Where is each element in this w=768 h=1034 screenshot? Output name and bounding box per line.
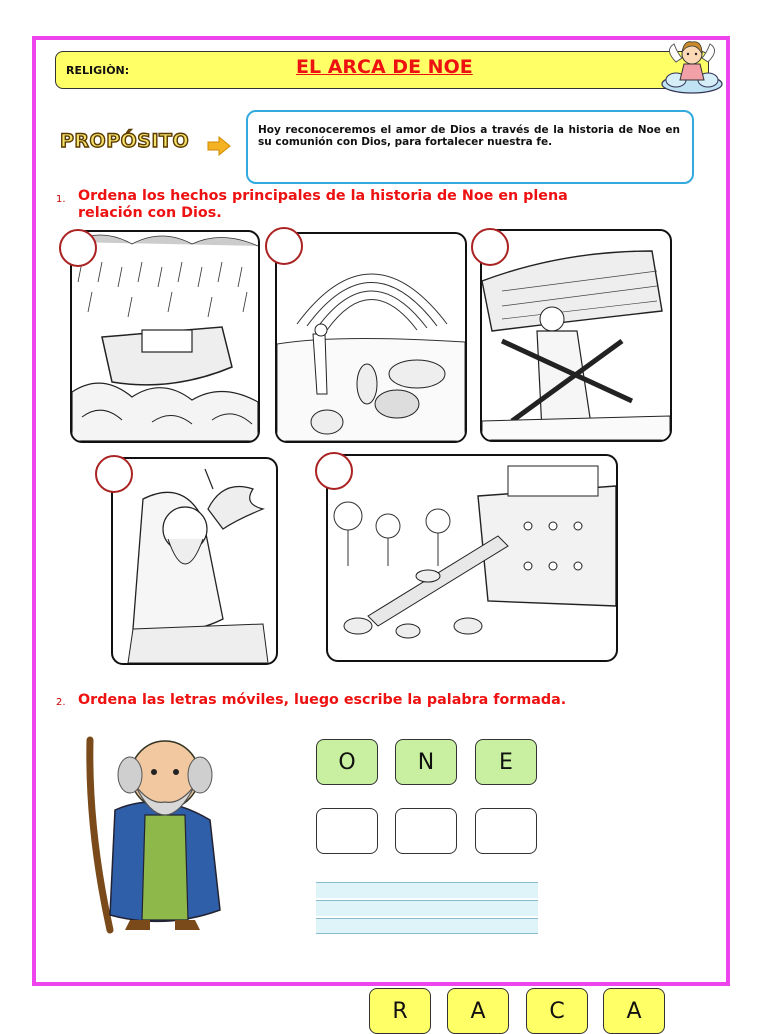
purpose-text: Hoy reconoceremos el amor de Dios a través de la historia de Noe en su comunión con Dios, para fortalecer nuestra fe. [258,124,680,148]
writing-line-2[interactable] [316,900,538,916]
question-2-text: Ordena las letras móviles, luego escribe la palabra formada. [78,692,567,708]
subject-label: RELIGIÒN: [66,64,130,77]
answer-box-2[interactable] [395,808,457,854]
question-1-number: 1. [56,194,66,205]
question-1-line-1: Ordena los hechos principales de la historia de Noe en plena [78,188,568,204]
order-circle-2[interactable] [265,227,303,265]
picture-animals-entering-ark [326,454,618,662]
writing-line-1[interactable] [316,882,538,898]
letter-tile-o[interactable]: O [316,739,378,785]
letter-tile-a-2[interactable]: A [603,988,665,1034]
question-2-number: 2. [56,697,66,708]
order-circle-4[interactable] [95,455,133,493]
letter-tile-a-1[interactable]: A [447,988,509,1034]
answer-box-1[interactable] [316,808,378,854]
order-circle-1[interactable] [59,229,97,267]
letter-tile-e[interactable]: E [475,739,537,785]
picture-noah-dove [111,457,278,665]
picture-building-ark [480,229,672,442]
question-1-line-2: relación con Dios. [78,205,222,221]
answer-box-3[interactable] [475,808,537,854]
order-circle-3[interactable] [471,228,509,266]
noah-illustration [70,730,240,940]
angel-on-cloud-icon [658,40,726,96]
order-circle-5[interactable] [315,452,353,490]
letter-tile-n[interactable]: N [395,739,457,785]
purpose-label: PROPÓSITO [60,130,190,152]
letter-tile-c[interactable]: C [526,988,588,1034]
writing-line-3[interactable] [316,918,538,934]
picture-rainbow-animals [275,232,467,443]
page-title: EL ARCA DE NOE [296,56,473,78]
arrow-right-icon [207,136,231,156]
picture-storm-ark [70,230,260,443]
letter-tile-r[interactable]: R [369,988,431,1034]
